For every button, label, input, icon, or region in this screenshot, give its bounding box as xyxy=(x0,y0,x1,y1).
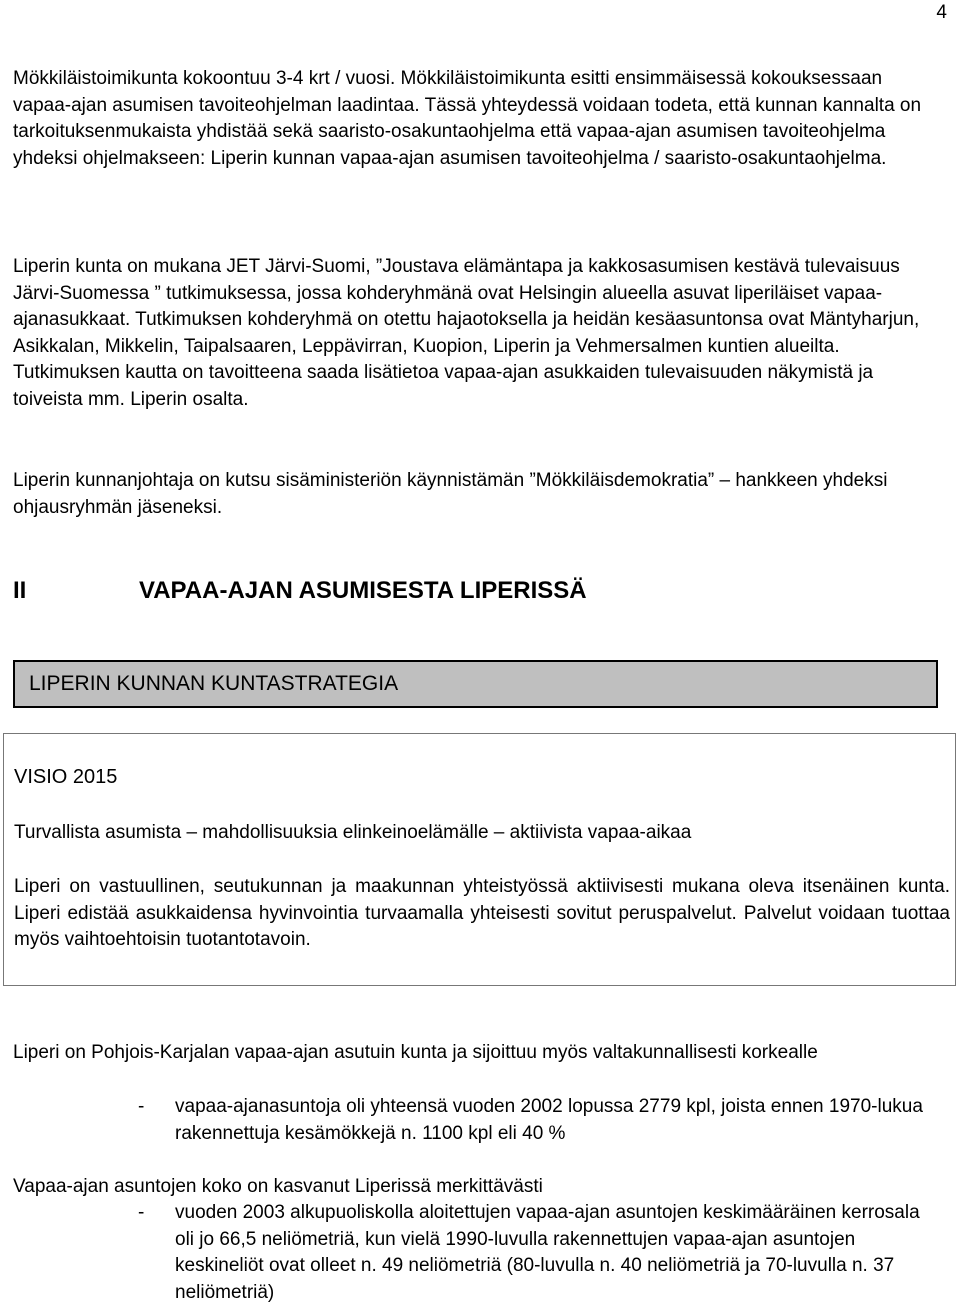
paragraph-holiday-housing: Liperi on Pohjois-Karjalan vapaa-ajan asutuin kunta ja sijoittuu myös valtakunnallisesti korkealle xyxy=(13,1042,818,1063)
list-item-text: vuoden 2003 alkupuoliskolla aloitettujen vapaa-ajan asuntojen keskimääräinen kerrosala oli jo 66,5 neliömetriä, kun vielä 1990-luvulla rakennettujen vapaa-ajan asuntojen keskineliöt ovat olleet n. 49 neliömetriä (80-luvulla n. 40 neliömetriä ja 70-luvulla n. 37 neliömetriä) xyxy=(175,1202,920,1303)
vision-title: VISIO 2015 xyxy=(14,766,118,788)
vision-motto: Turvallista asumista – mahdollisuuksia elinkeinoelämälle – aktiivista vapaa-aikaa xyxy=(14,822,692,843)
list-item xyxy=(13,1200,943,1306)
paragraph-size-growth: Vapaa-ajan asuntojen koko on kasvanut Liperissä merkittävästi xyxy=(13,1176,543,1197)
paragraph-municipal-manager: Liperin kunnanjohtaja on kutsu sisäministeriön käynnistämän ”Mökkiläisdemokratia” – hankkeen yhdeksi ohjausryhmän jäseneksi. xyxy=(13,470,888,518)
list-item-text: vapaa-ajanasuntoja oli yhteensä vuoden 2002 lopussa 2779 kpl, joista ennen 1970-lukua rakennettuja kesämökkejä n. 1100 kpl eli 40 % xyxy=(175,1096,923,1144)
paragraph-jet-research: Liperin kunta on mukana JET Järvi-Suomi, ”Joustava elämäntapa ja kakkosasumisen kestävä tulevaisuus Järvi-Suomessa ” tutkimuksessa, jossa kohderyhmänä ovat Helsingin alueella asuvat liperiläiset vapaa-ajanasukkaat. Tutkimuksen kohderyhmä on otettu hajaotoksella ja heidän kesäasuntonsa ovat Mäntyharjun, Asikkalan, Mikkelin, Taipalsaaren, Leppävirran, Kuopion, Liperin ja Vehmersalmen kuntien alueilta. Tutkimuksen kautta on tavoitteena saada lisätietoa vapaa-ajan asukkaiden tulevaisuuden näkymistä ja toiveista mm. Liperin osalta. xyxy=(13,256,920,410)
bullet-list-floor-area xyxy=(13,1200,943,1306)
bullet-list-housing-count xyxy=(13,1094,943,1147)
page-number: 4 xyxy=(936,2,947,23)
vision-box xyxy=(3,733,956,986)
list-dash: - xyxy=(138,1202,145,1223)
paragraph-committee: Mökkiläistoimikunta kokoontuu 3-4 krt / vuosi. Mökkiläistoimikunta esitti ensimmäisessä kokouksessaan vapaa-ajan asumisen tavoiteohjelman laadintaa. Tässä yhteydessä voidaan todeta, että kunnan kannalta on tarkoituksenmukaista yhdistää sekä saaristo-osakuntaohjelma että vapaa-ajan asumisen tavoiteohjelma yhdeksi ohjelmakseen: Liperin kunnan vapaa-ajan asumisen tavoiteohjelma / saaristo-osakuntaohjelma. xyxy=(13,68,922,169)
strategy-box: LIPERIN KUNNAN KUNTASTRATEGIA xyxy=(13,660,938,708)
section-number: II xyxy=(13,577,27,604)
list-dash: - xyxy=(138,1096,145,1117)
vision-text: Liperi on vastuullinen, seutukunnan ja maakunnan yhteistyössä aktiivisesti mukana oleva itsenäinen kunta. Liperi edistää asukkaidensa hyvinvointia turvaamalla yhteisesti sovitut peruspalvelut. Palvelut voidaan tuottaa myös vaihtoehtoisin tuotantotavoin. xyxy=(14,876,950,950)
list-item xyxy=(13,1094,943,1147)
section-heading xyxy=(13,574,943,608)
section-title: VAPAA-AJAN ASUMISESTA LIPERISSÄ xyxy=(139,577,587,604)
